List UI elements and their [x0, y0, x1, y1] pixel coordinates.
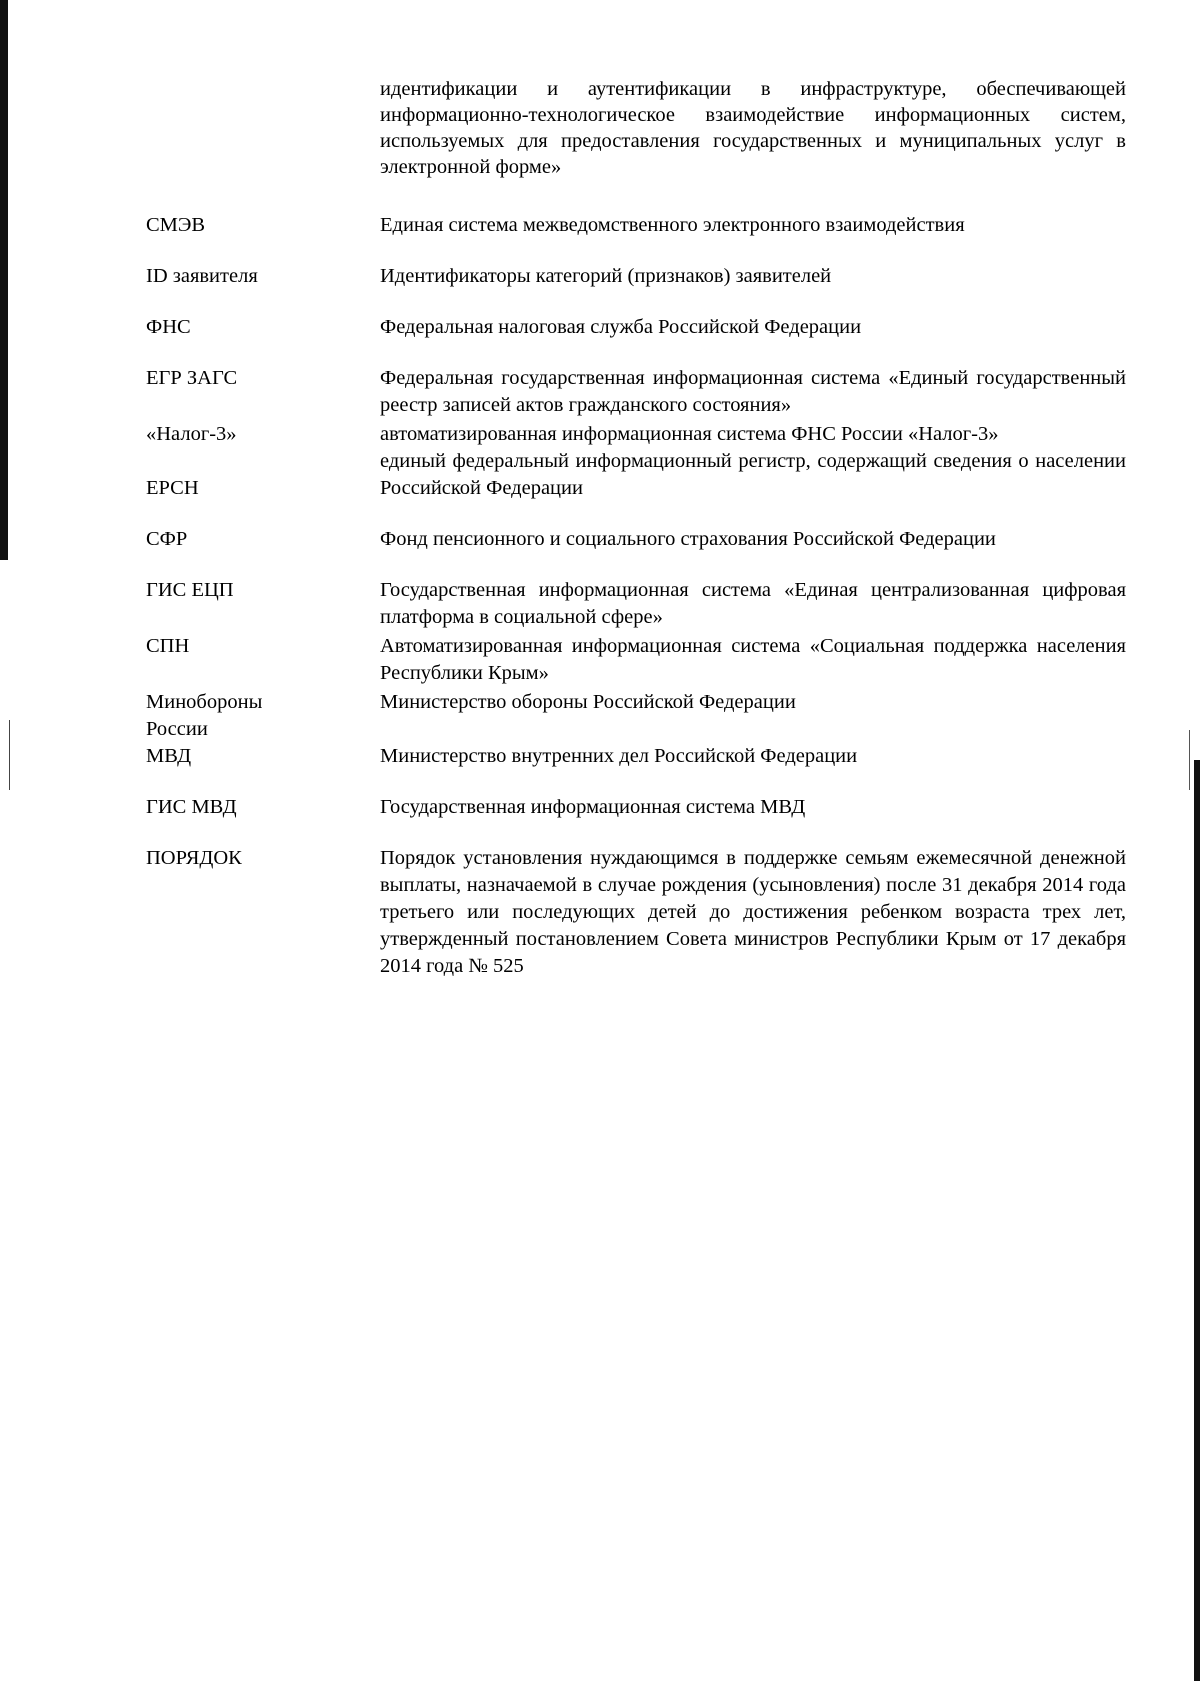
abbreviation-row [146, 421, 1126, 448]
abbreviation-term: МВД [146, 745, 192, 767]
abbreviation-term: Минобороны России [146, 691, 263, 740]
abbreviation-row [146, 365, 1126, 419]
abbreviation-term: «Налог-3» [146, 423, 237, 445]
abbreviation-term: ID заявителя [146, 265, 258, 287]
scan-edge-left [0, 0, 8, 560]
abbreviation-definition: Порядок установления нуждающимся в поддержке семьям ежемесячной денежной выплаты, назначаемой в случае рождения (усыновления) после 31 декабря 2014 года третьего или последующих детей до достижения ребенком возраста трех лет, утвержденный постановлением Совета министров Республики Крым от 17 декабря 2014 года № 525 [380, 847, 1126, 977]
abbreviation-row [146, 577, 1126, 631]
abbreviation-definition: Федеральная налоговая служба Российской Федерации [380, 316, 862, 338]
abbreviation-definition: единый федеральный информационный регистр, содержащий сведения о населении Российской Федерации [380, 450, 1126, 499]
abbreviation-row [146, 212, 1126, 239]
abbreviation-row [146, 633, 1126, 687]
abbreviation-definition: Министерство обороны Российской Федерации [380, 691, 796, 713]
abbreviation-term: ЕГР ЗАГС [146, 367, 238, 389]
abbreviation-row [146, 526, 1126, 553]
abbreviations-list [146, 212, 1126, 980]
abbreviation-row [146, 448, 1126, 502]
abbreviation-row [146, 263, 1126, 290]
abbreviation-term: СПН [146, 635, 190, 657]
abbreviation-term: СМЭВ [146, 214, 206, 236]
abbreviation-term: СФР [146, 528, 188, 550]
abbreviation-definition: Фонд пенсионного и социального страхования Российской Федерации [380, 528, 996, 550]
abbreviation-definition: Единая система межведомственного электронного взаимодействия [380, 214, 965, 236]
abbreviation-term: ГИС МВД [146, 796, 237, 818]
abbreviation-definition: Министерство внутренних дел Российской Федерации [380, 745, 858, 767]
abbreviation-row [146, 743, 1126, 770]
abbreviation-definition: Государственная информационная система «Единая централизованная цифровая платформа в социальной сфере» [380, 579, 1126, 628]
abbreviation-row [146, 314, 1126, 341]
abbreviation-term: ПОРЯДОК [146, 847, 242, 869]
abbreviation-definition: автоматизированная информационная система ФНС России «Налог-3» [380, 423, 999, 445]
scan-edge-right [1194, 760, 1200, 1681]
continued-definition-text: идентификации и аутентификации в инфраструктуре, обеспечивающей информационно-технологическое взаимодействие информационных систем, используемых для предоставления государственных и муниципальных услуг в электронной форме» [380, 78, 1126, 178]
abbreviation-row [146, 845, 1126, 980]
abbreviation-definition: Идентификаторы категорий (признаков) заявителей [380, 265, 832, 287]
abbreviation-term: ФНС [146, 316, 191, 338]
abbreviation-term: ЕРСН [146, 477, 199, 499]
abbreviation-definition: Автоматизированная информационная система «Социальная поддержка населения Республики Крым» [380, 635, 1126, 684]
scan-edge-right-mark [1189, 730, 1190, 790]
abbreviation-row [146, 794, 1126, 821]
abbreviation-row [146, 689, 1126, 743]
scan-edge-left-mark [9, 720, 10, 790]
abbreviation-definition: Федеральная государственная информационная система «Единый государственный реестр записей актов гражданского состояния» [380, 367, 1126, 416]
abbreviation-definition: Государственная информационная система МВД [380, 796, 806, 818]
abbreviation-term: ГИС ЕЦП [146, 579, 234, 601]
